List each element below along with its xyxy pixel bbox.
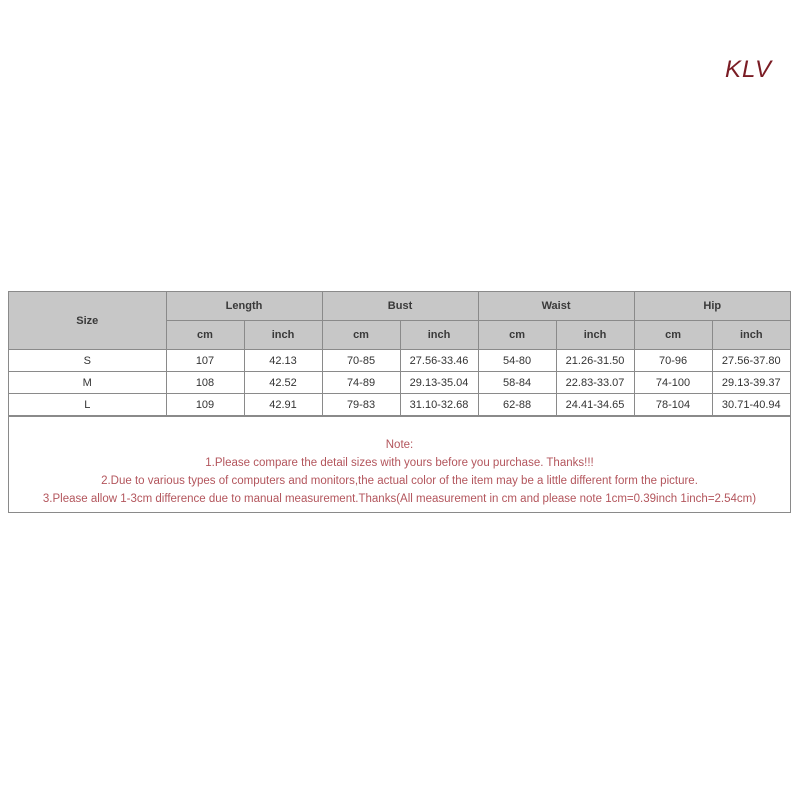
table-row [9, 350, 790, 372]
table-cell: 31.10-32.68 [400, 394, 478, 416]
unit-header: cm [166, 321, 244, 350]
table-row [9, 394, 790, 416]
table-cell: 109 [166, 394, 244, 416]
table-cell: 22.83-33.07 [556, 372, 634, 394]
unit-header: inch [556, 321, 634, 350]
brand-logo: KLV [724, 56, 772, 83]
table-cell: 24.41-34.65 [556, 394, 634, 416]
table-cell: 30.71-40.94 [712, 394, 790, 416]
table-cell: 62-88 [478, 394, 556, 416]
table-cell: 27.56-33.46 [400, 350, 478, 372]
notes-section [9, 416, 790, 512]
table-cell: 29.13-39.37 [712, 372, 790, 394]
table-cell: 74-100 [634, 372, 712, 394]
table-cell: 70-85 [322, 350, 400, 372]
table-cell: 42.91 [244, 394, 322, 416]
size-cell: L [9, 394, 166, 416]
unit-header: cm [322, 321, 400, 350]
group-header-row [9, 292, 790, 321]
table-cell: 42.13 [244, 350, 322, 372]
unit-header: inch [244, 321, 322, 350]
notes-title: Note: [385, 439, 414, 451]
table-cell: 74-89 [322, 372, 400, 394]
table-cell: 108 [166, 372, 244, 394]
table-cell: 54-80 [478, 350, 556, 372]
table-cell: 21.26-31.50 [556, 350, 634, 372]
note-line: 3.Please allow 1-3cm difference due to manual measurement.Thanks(All measurement in cm and please note 1cm=0.39inch 1inch=2.54cm) [42, 493, 757, 505]
waist-header: Waist [478, 292, 634, 321]
size-header: Size [9, 292, 166, 350]
table-cell: 79-83 [322, 394, 400, 416]
unit-header: cm [634, 321, 712, 350]
table-cell: 78-104 [634, 394, 712, 416]
table-cell: 42.52 [244, 372, 322, 394]
size-chart [8, 291, 791, 513]
table-cell: 107 [166, 350, 244, 372]
unit-header: inch [712, 321, 790, 350]
unit-header: cm [478, 321, 556, 350]
unit-header: inch [400, 321, 478, 350]
size-table [9, 292, 790, 416]
size-cell: M [9, 372, 166, 394]
note-line: 2.Due to various types of computers and monitors,the actual color of the item may be a little different form the picture. [101, 475, 698, 487]
table-cell: 70-96 [634, 350, 712, 372]
hip-header: Hip [634, 292, 790, 321]
length-header: Length [166, 292, 322, 321]
table-row [9, 372, 790, 394]
size-cell: S [9, 350, 166, 372]
table-cell: 27.56-37.80 [712, 350, 790, 372]
table-cell: 58-84 [478, 372, 556, 394]
table-cell: 29.13-35.04 [400, 372, 478, 394]
note-line: 1.Please compare the detail sizes with yours before you purchase. Thanks!!! [205, 457, 594, 469]
bust-header: Bust [322, 292, 478, 321]
